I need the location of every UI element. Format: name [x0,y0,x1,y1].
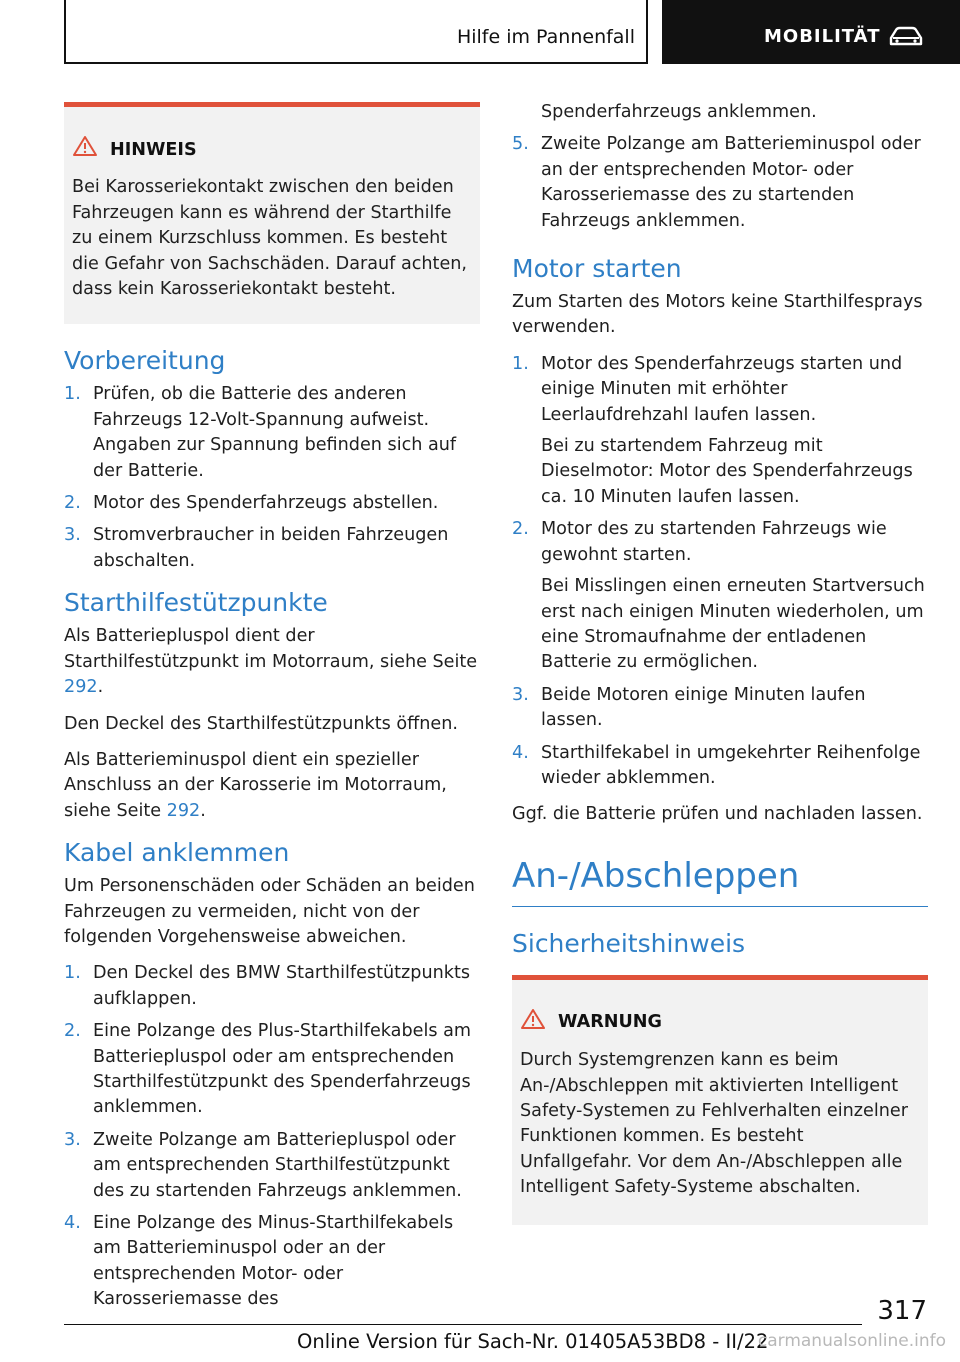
motor-steps [512,352,928,792]
header-chapter-title: MOBILITÄT [764,26,881,47]
list-item: Spenderfahrzeugs anklemmen. [541,102,817,122]
page-link[interactable]: 292 [64,677,98,698]
header-section-title: Hilfe im Pannenfall [456,26,635,48]
list-item: 1. Motor des Spenderfahrzeugs starten und einige Minuten mit erhöhter Leerlaufdrehzahl laufen lassen. Bei zu startendem Fahrzeug mit Dieselmotor: Motor des Spenderfahrzeugs ca. 10 Minuten laufen lassen. [512,353,913,507]
car-icon [888,26,924,52]
watermark: carmanualsonline.info [757,1331,946,1351]
warning-text: Durch Systemgrenzen kann es beim An-/Abschleppen mit aktivierten Intelligent Safety-Systemen zu Fehlverhalten einzelner Funktionen kommen. Es besteht Unfallgefahr. Vor dem An-/Abschleppen alle Intelligent Safety-Systeme abschalten. [520,1050,908,1198]
page-link[interactable]: 292 [166,800,201,821]
note-text: Bei Karosseriekontakt zwischen den beiden Fahrzeugen kann es während der Starthilfe zu einem Kurzschluss kommen. Es besteht die Gefahr von Sachschäden. Darauf achten, dass kein Karosseriekontakt besteht. [72,177,468,300]
paragraph: Als Batteriepluspol dient der Starthilfestützpunkt im Motorraum, siehe Seite 292. [64,626,478,698]
list-item: 3. Stromverbraucher in beiden Fahrzeugen abschalten. [64,525,449,571]
list-item: 2. Eine Polzange des Plus-Starthilfekabels am Batteriepluspol oder am entsprechenden Starthilfestützpunkt des Spenderfahrzeugs anklemmen. [64,1021,472,1118]
warning-triangle-icon [72,135,98,165]
list-item: 4. Starthilfekabel in umgekehrter Reihenfolge wieder abklemmen. [512,742,921,788]
heading-sicherheitshinweis: Sicherheitshinweis [512,928,746,958]
page-number: 317 [877,1296,927,1326]
heading-divider [512,906,928,907]
list-item: 1. Prüfen, ob die Batterie des anderen Fahrzeugs 12-Volt-Spannung aufweist. Angaben zur Spannung befinden sich auf der Batterie. [64,384,457,481]
right-column [512,100,928,1225]
list-item: 2. Motor des Spenderfahrzeugs abstellen. [64,493,439,514]
note-title: HINWEIS [110,139,197,160]
left-column [64,102,480,1324]
list-item: 1. Den Deckel des BMW Starthilfestützpunkts aufklappen. [64,963,471,1009]
kabel-steps [64,961,480,1312]
list-item: 3. Zweite Polzange am Batteriepluspol oder am entsprechenden Starthilfestützpunkt des zu startenden Fahrzeugs anklemmen. [64,1129,462,1201]
paragraph: Ggf. die Batterie prüfen und nachladen lassen. [512,804,923,825]
vorbereitung-steps [64,382,480,574]
warning-title-row [520,1008,918,1038]
warning-box [512,975,928,1225]
list-item: 5. Zweite Polzange am Batterieminuspol oder an der entsprechenden Motor- oder Karosseriemasse des zu startenden Fahrzeugs anklemmen. [512,134,921,231]
note-title-row [72,135,470,165]
paragraph: Zum Starten des Motors keine Starthilfesprays verwenden. [512,292,923,338]
kabel-steps-continued [512,100,928,234]
list-item: 2. Motor des zu startenden Fahrzeugs wie gewohnt starten. Bei Misslingen einen erneuten Startversuch erst nach einigen Minuten wiederholen, um eine Stromaufnahme der entladenen Batterie zu ermöglichen. [512,519,925,673]
warning-triangle-icon [520,1008,546,1038]
heading-vorbereitung: Vorbereitung [64,346,226,376]
footer-divider [64,1324,862,1325]
list-item: 3. Beide Motoren einige Minuten laufen lassen. [512,684,866,731]
header-chapter-tab [662,0,960,64]
heading-motor-starten: Motor starten [512,254,682,284]
heading-kabel-anklemmen: Kabel anklemmen [64,838,290,868]
heading-abschleppen: An-/Abschleppen [512,855,800,896]
footer-text: Online Version für Sach-Nr. 01405A53BD8 - II/22 [297,1330,769,1353]
list-item: 4. Eine Polzange des Minus-Starthilfekabels am Batterieminuspol oder an der entsprechenden Motor- oder Karosseriemasse des [64,1213,454,1310]
paragraph: Um Personenschäden oder Schäden an beiden Fahrzeugen zu vermeiden, nicht von der folgenden Vorgehensweise abweichen. [64,876,475,947]
heading-starthilfestuetzpunkte: Starthilfestützpunkte [64,588,328,618]
warning-title: WARNUNG [558,1012,662,1033]
paragraph: Als Batterieminuspol dient ein spezieller Anschluss an der Karosserie im Motorraum, siehe Seite 292. [64,749,447,821]
paragraph: Den Deckel des Starthilfestützpunkts öffnen. [64,713,458,734]
note-box [64,102,480,324]
